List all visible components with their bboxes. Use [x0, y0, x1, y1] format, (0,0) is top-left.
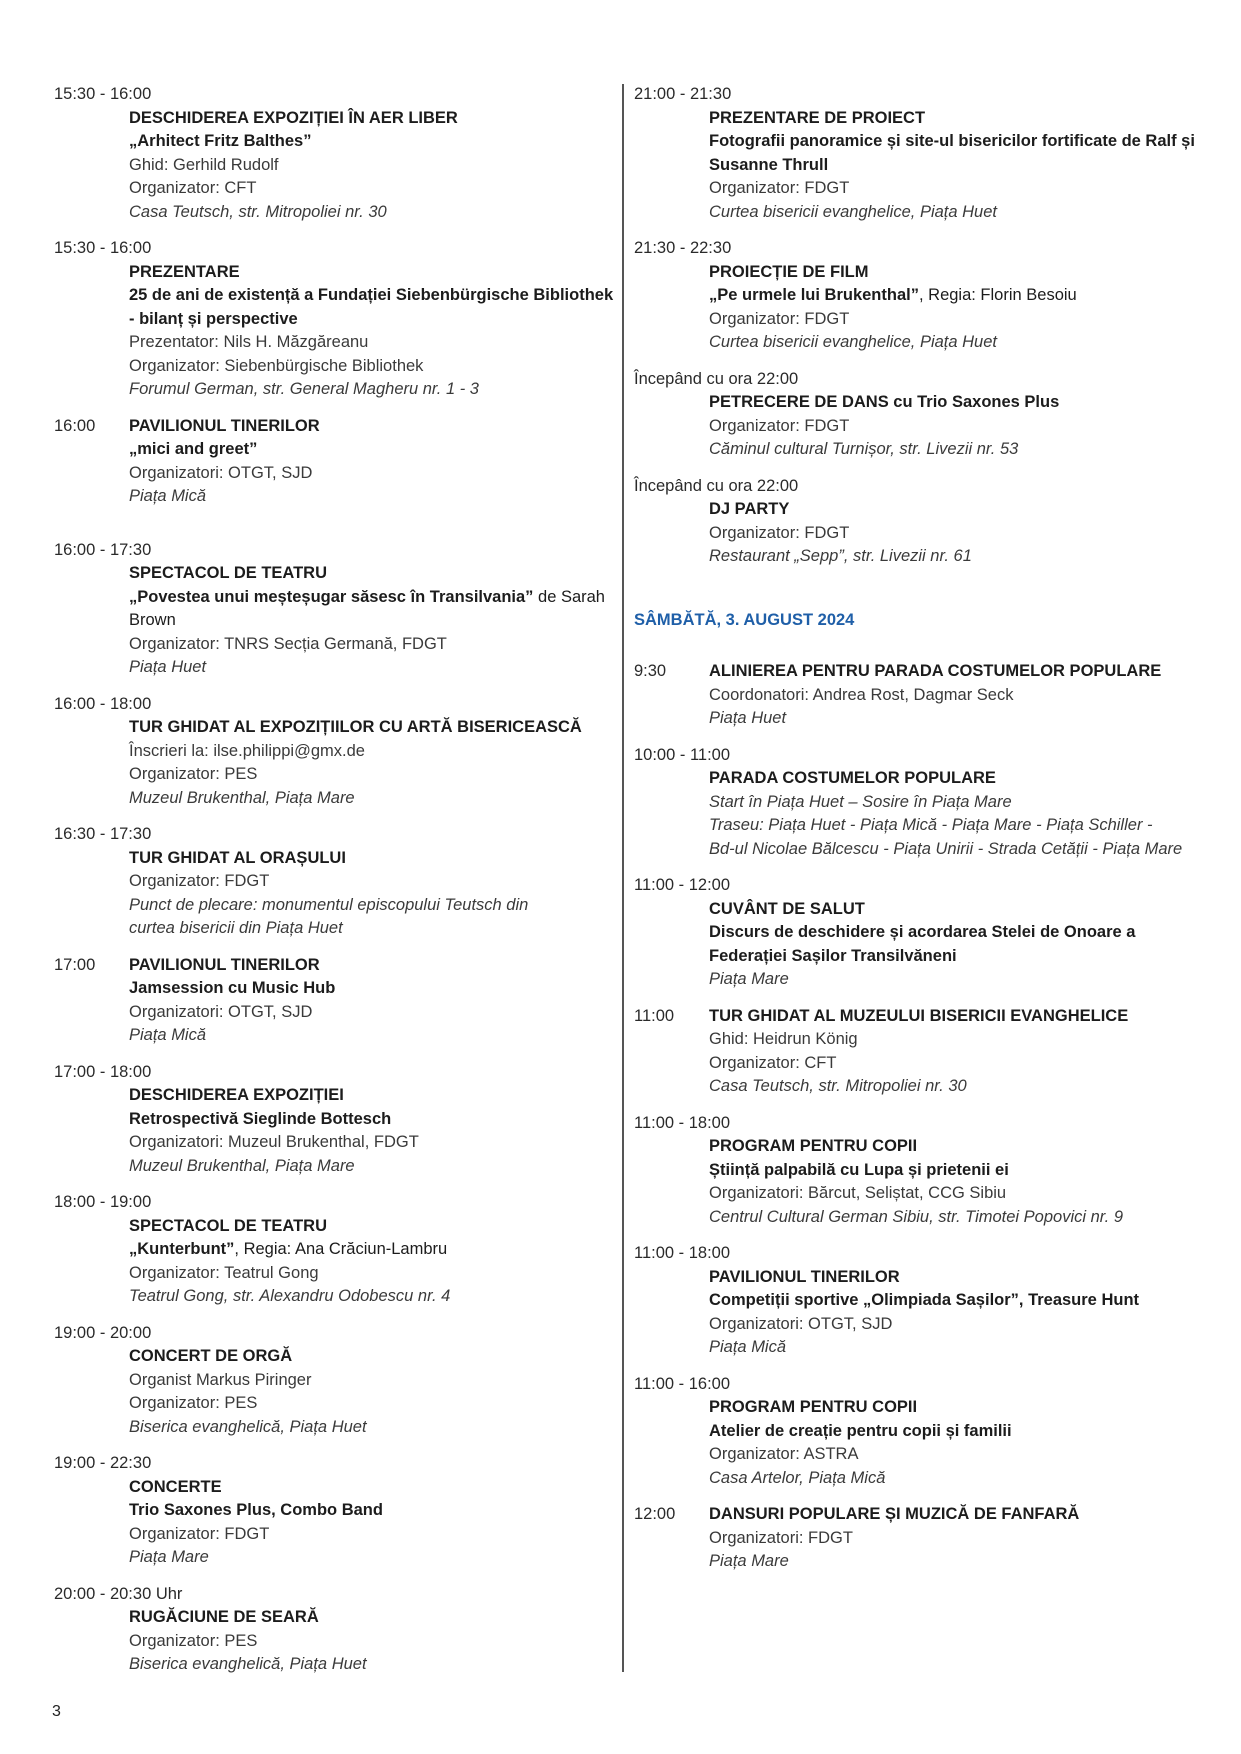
- event-subtitle: [129, 1108, 614, 1132]
- event-body: [709, 1005, 1128, 1099]
- event-body: [129, 1345, 614, 1439]
- event-subtitle-main: Jamsession cu Music Hub: [129, 979, 336, 997]
- event-body: [709, 1503, 1079, 1574]
- event-title: DESCHIDEREA EXPOZIȚIEI ÎN AER LIBER: [129, 108, 458, 127]
- event-title: PARADA COSTUMELOR POPULARE: [709, 769, 996, 787]
- event-subtitle-main: Fotografii panoramice și site-ul bisericilor fortificate de Ralf și Susanne Thrull: [709, 132, 1195, 174]
- event-subtitle-main: Trio Saxones Plus, Combo Band: [129, 1501, 383, 1519]
- event-subtitle-main: Știință palpabilă cu Lupa și prietenii ei: [709, 1160, 1009, 1179]
- event-item: [634, 1373, 1204, 1491]
- event-body: [709, 898, 1204, 992]
- event-subtitle: [709, 1159, 1204, 1183]
- event-detail: Organizatori: OTGT, SJD: [129, 1002, 313, 1021]
- event-title: CUVÂNT DE SALUT: [709, 899, 865, 918]
- event-body: [709, 1396, 1204, 1490]
- event-time: 19:00 - 22:30: [54, 1454, 152, 1472]
- event-location: Casa Teutsch, str. Mitropoliei nr. 30: [709, 1077, 967, 1095]
- event-subtitle: [709, 284, 1204, 308]
- event-item: [54, 1583, 614, 1677]
- event-title: CONCERT DE ORGĂ: [129, 1347, 293, 1365]
- event-location: Curtea bisericii evanghelice, Piața Huet: [709, 202, 997, 221]
- event-item: [54, 237, 614, 402]
- event-location: Punct de plecare: monumentul episcopului Teutsch din: [129, 895, 529, 914]
- event-location: Biserica evanghelică, Piața Huet: [129, 1655, 367, 1673]
- event-time: 11:00 - 18:00: [634, 1113, 731, 1132]
- event-location: Teatrul Gong, str. Alexandru Odobescu nr. 4: [129, 1287, 451, 1305]
- event-location: Căminul cultural Turnișor, str. Livezii nr. 53: [709, 440, 1019, 458]
- event-title: TUR GHIDAT AL ORAȘULUI: [129, 848, 346, 867]
- event-detail: Organizator: Siebenbürgische Bibliothek: [129, 356, 424, 375]
- event-location: Piața Mică: [129, 487, 207, 505]
- event-subtitle: [129, 1238, 614, 1262]
- event-body: [709, 1135, 1204, 1229]
- event-body: [129, 415, 320, 509]
- event-title: PREZENTARE DE PROIECT: [709, 108, 926, 127]
- event-subtitle: [709, 130, 1204, 177]
- event-time: 16:30 - 17:30: [54, 825, 152, 843]
- event-detail: Organizator: FDGT: [709, 523, 850, 542]
- event-location: Start în Piața Huet – Sosire în Piața Mare: [709, 792, 1012, 811]
- event-location: Piața Mică: [129, 1026, 207, 1044]
- event-time: 18:00 - 19:00: [54, 1193, 152, 1211]
- event-time: 19:00 - 20:00: [54, 1323, 152, 1342]
- event-item: [54, 1061, 614, 1179]
- column-divider: [622, 84, 624, 1672]
- event-detail: Coordonatori: Andrea Rost, Dagmar Seck: [709, 685, 1014, 704]
- event-body: [129, 847, 614, 941]
- event-item: [634, 1242, 1204, 1360]
- event-time: 16:00: [54, 416, 96, 435]
- event-item: [634, 83, 1204, 224]
- event-location: Casa Teutsch, str. Mitropoliei nr. 30: [129, 202, 387, 221]
- event-body: [129, 954, 335, 1048]
- event-subtitle: [129, 977, 335, 1001]
- event-item: [54, 954, 614, 1048]
- event-time: 11:00: [634, 1006, 675, 1025]
- event-detail: Organizator: Teatrul Gong: [129, 1263, 319, 1282]
- event-title: DESCHIDEREA EXPOZIȚIEI: [129, 1086, 344, 1104]
- event-detail: Înscrieri la: ilse.philippi@gmx.de: [129, 741, 365, 760]
- event-body: [129, 1606, 614, 1677]
- event-location: Biserica evanghelică, Piața Huet: [129, 1417, 367, 1436]
- event-detail: Ghid: Gerhild Rudolf: [129, 155, 279, 174]
- event-title: CONCERTE: [129, 1477, 222, 1496]
- event-subtitle-main: Competiții sportive „Olimpiada Sașilor”, Treasure Hunt: [709, 1291, 1140, 1309]
- event-time: 10:00 - 11:00: [634, 745, 731, 764]
- event-time: 21:30 - 22:30: [634, 239, 732, 257]
- event-detail: Organizatori: Bărcut, Seliștat, CCG Sibiu: [709, 1184, 1007, 1202]
- event-detail: Organizator: ASTRA: [709, 1445, 859, 1463]
- event-item: [634, 744, 1204, 862]
- event-detail: Organizator: FDGT: [709, 179, 850, 197]
- event-time: 17:00: [54, 955, 96, 974]
- schedule-right-column: [634, 83, 1204, 1587]
- event-title: DANSURI POPULARE ȘI MUZICĂ DE FANFARĂ: [709, 1505, 1080, 1523]
- event-title: RUGĂCIUNE DE SEARĂ: [129, 1608, 319, 1626]
- friday-events: [634, 83, 1204, 569]
- event-title: PREZENTARE: [129, 262, 240, 281]
- event-item: [54, 415, 614, 509]
- event-item: [634, 475, 1204, 569]
- event-detail: Organizator: CFT: [129, 179, 257, 197]
- event-item: [54, 1452, 614, 1570]
- event-item: [634, 660, 1204, 731]
- event-time: 16:00 - 17:30: [54, 540, 152, 559]
- event-item: [634, 1503, 1204, 1574]
- event-location: Restaurant „Sepp”, str. Livezii nr. 61: [709, 547, 972, 565]
- event-body: [709, 261, 1204, 355]
- event-title: PAVILIONUL TINERILOR: [709, 1267, 900, 1286]
- event-body: [709, 767, 1204, 861]
- event-title: TUR GHIDAT AL MUZEULUI BISERICII EVANGHELICE: [709, 1006, 1129, 1025]
- event-title: SPECTACOL DE TEATRU: [129, 564, 328, 582]
- event-title: PROGRAM PENTRU COPII: [709, 1137, 918, 1155]
- event-item: [634, 237, 1204, 355]
- event-subtitle-main: Retrospectivă Sieglinde Bottesch: [129, 1109, 392, 1128]
- event-location: Muzeul Brukenthal, Piața Mare: [129, 788, 355, 807]
- event-body: [709, 1266, 1204, 1360]
- event-location: Muzeul Brukenthal, Piața Mare: [129, 1156, 355, 1175]
- event-subtitle: [709, 1420, 1204, 1444]
- event-detail: Organizator: CFT: [709, 1053, 837, 1072]
- event-location: Centrul Cultural German Sibiu, str. Timotei Popovici nr. 9: [709, 1207, 1124, 1226]
- saturday-events: [634, 660, 1204, 1574]
- event-body: [129, 562, 614, 680]
- event-detail: Organizatori: OTGT, SJD: [129, 463, 313, 482]
- event-time: 16:00 - 18:00: [54, 694, 152, 713]
- event-location: Piața Mare: [129, 1548, 209, 1566]
- event-location: Piața Huet: [709, 709, 787, 727]
- event-subtitle-main: „Kunterbunt”: [129, 1240, 235, 1258]
- event-time: 20:00 - 20:30 Uhr: [54, 1584, 183, 1603]
- event-item: [54, 1191, 614, 1309]
- event-item: [54, 83, 614, 224]
- event-title: SPECTACOL DE TEATRU: [129, 1216, 328, 1235]
- event-detail: Organizator: TNRS Secția Germană, FDGT: [129, 634, 447, 653]
- event-subtitle: [129, 586, 614, 633]
- event-time: 9:30: [634, 662, 667, 680]
- event-location: Piața Mare: [709, 970, 789, 988]
- event-title: DJ PARTY: [709, 500, 790, 518]
- event-location: Traseu: Piața Huet - Piața Mică - Piața Mare - Piața Schiller -: [709, 816, 1153, 834]
- event-time: 12:00: [634, 1505, 676, 1523]
- event-detail: Organizator: FDGT: [709, 309, 850, 328]
- event-body: [129, 716, 614, 810]
- event-time: Începând cu ora 22:00: [634, 369, 799, 388]
- event-time: 21:00 - 21:30: [634, 85, 732, 103]
- event-item: [54, 693, 614, 811]
- event-subtitle-main: „mici and greet”: [129, 440, 258, 458]
- event-detail: Organizator: PES: [129, 1631, 258, 1650]
- event-location: Piața Mică: [709, 1338, 787, 1356]
- event-body: [129, 1215, 614, 1309]
- event-body: [129, 261, 614, 402]
- event-subtitle-main: „Pe urmele lui Brukenthal”: [709, 286, 919, 304]
- event-body: [709, 660, 1161, 731]
- event-body: [709, 391, 1204, 462]
- event-subtitle: [709, 1289, 1204, 1313]
- event-time: 11:00 - 12:00: [634, 876, 731, 894]
- event-subtitle-main: Discurs de deschidere și acordarea Stelei de Onoare a Federației Sașilor Transilvăneni: [709, 923, 1136, 965]
- event-body: [129, 1476, 614, 1570]
- event-time: 15:30 - 16:00: [54, 239, 152, 257]
- event-item: [54, 823, 614, 941]
- event-detail: Organizatori: FDGT: [709, 1528, 853, 1547]
- event-title: ALINIEREA PENTRU PARADA COSTUMELOR POPULARE: [709, 662, 1162, 680]
- event-detail: Organizator: PES: [129, 1394, 258, 1412]
- event-body: [709, 498, 1204, 569]
- event-title: TUR GHIDAT AL EXPOZIȚIILOR CU ARTĂ BISERICEASCĂ: [129, 718, 582, 736]
- event-subtitle: [129, 284, 614, 331]
- event-body: [129, 1084, 614, 1178]
- event-subtitle-rest: , Regia: Ana Crăciun-Lambru: [234, 1240, 448, 1258]
- event-detail: Organizator: FDGT: [709, 416, 850, 435]
- event-detail: Organizatori: Muzeul Brukenthal, FDGT: [129, 1133, 419, 1151]
- event-location: Forumul German, str. General Magheru nr. 1 - 3: [129, 380, 479, 398]
- event-item: [54, 539, 614, 680]
- event-detail: Ghid: Heidrun König: [709, 1030, 858, 1048]
- event-title: PAVILIONUL TINERILOR: [129, 955, 320, 974]
- event-title: PETRECERE DE DANS cu Trio Saxones Plus: [709, 393, 1060, 411]
- event-title: PROIECȚIE DE FILM: [709, 262, 869, 281]
- event-subtitle: [129, 438, 320, 462]
- day-header-saturday: SÂMBĂTĂ, 3. AUGUST 2024: [634, 610, 855, 629]
- event-detail: Organizator: FDGT: [129, 872, 270, 890]
- event-subtitle-main: Atelier de creație pentru copii și familii: [709, 1421, 1012, 1440]
- event-location: Piața Mare: [709, 1552, 789, 1570]
- event-location: Bd-ul Nicolae Bălcescu - Piața Unirii - Strada Cetății - Piața Mare: [709, 839, 1183, 858]
- event-subtitle-main: „Povestea unui meșteșugar săsesc în Transilvania”: [129, 587, 534, 606]
- event-title: PROGRAM PENTRU COPII: [709, 1398, 918, 1416]
- event-body: [129, 107, 614, 225]
- event-time: 11:00 - 16:00: [634, 1374, 731, 1393]
- event-detail: Prezentator: Nils H. Măzgăreanu: [129, 333, 369, 351]
- event-location: Curtea bisericii evanghelice, Piața Huet: [709, 333, 997, 351]
- schedule-left-column: [54, 83, 614, 1690]
- event-time: Începând cu ora 22:00: [634, 476, 799, 495]
- event-detail: Organist Markus Piringer: [129, 1370, 312, 1389]
- event-time: 11:00 - 18:00: [634, 1244, 731, 1262]
- event-subtitle-rest: de Sarah Brown: [129, 587, 605, 629]
- event-subtitle-rest: , Regia: Florin Besoiu: [918, 286, 1077, 304]
- event-item: [634, 874, 1204, 992]
- event-time: 17:00 - 18:00: [54, 1062, 152, 1081]
- event-subtitle: [129, 130, 614, 154]
- event-item: [634, 1112, 1204, 1230]
- event-subtitle-main: „Arhitect Fritz Balthes”: [129, 132, 312, 150]
- event-subtitle: [129, 1499, 614, 1523]
- page-number: 3: [52, 1703, 61, 1720]
- event-detail: Organizatori: OTGT, SJD: [709, 1314, 893, 1333]
- event-item: [634, 1005, 1204, 1099]
- event-subtitle-main: 25 de ani de existență a Fundației Siebenbürgische Bibliothek - bilanț și perspective: [129, 286, 614, 328]
- event-detail: Organizator: FDGT: [129, 1524, 270, 1543]
- event-item: [54, 1322, 614, 1440]
- event-title: PAVILIONUL TINERILOR: [129, 416, 320, 435]
- event-subtitle: [709, 921, 1204, 968]
- event-location: Casa Artelor, Piața Mică: [709, 1468, 886, 1487]
- event-item: [634, 368, 1204, 462]
- event-location: Piața Huet: [129, 658, 207, 676]
- event-time: 15:30 - 16:00: [54, 85, 152, 103]
- event-location: curtea bisericii din Piața Huet: [129, 919, 343, 937]
- event-body: [709, 107, 1204, 225]
- event-detail: Organizator: PES: [129, 765, 258, 783]
